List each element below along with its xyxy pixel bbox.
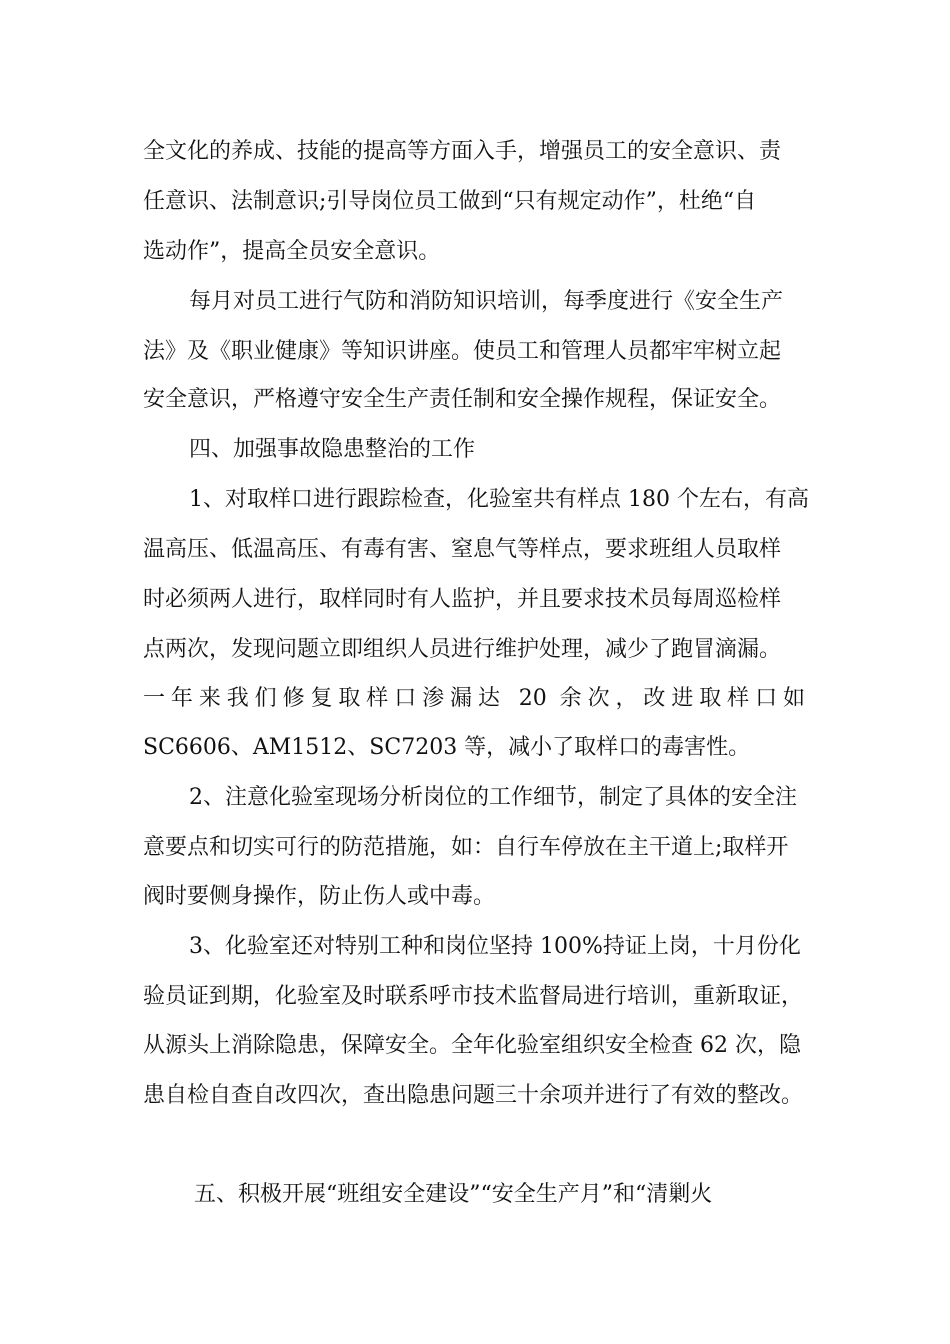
text-line: 法》及《职业健康》等知识讲座。使员工和管理人员都牢牢树立起 (143, 339, 782, 364)
text-line: 任意识、法制意识;引导岗位员工做到“只有规定动作”，杜绝“自 (143, 189, 757, 214)
text-line: 选动作”，提高全员安全意识。 (143, 239, 441, 264)
section-heading: 四、加强事故隐患整治的工作 (189, 437, 476, 462)
text-line: 阀时要侧身操作，防止伤人或中毒。 (143, 884, 496, 909)
text-line: 点两次，发现问题立即组织人员进行维护处理，减少了跑冒滴漏。 (143, 637, 782, 662)
text-line: 意要点和切实可行的防范措施，如：自行车停放在主干道上;取样开 (143, 835, 789, 860)
text-line: 每月对员工进行气防和消防知识培训，每季度进行《安全生产 (189, 289, 784, 314)
text-line: 3、化验室还对特别工种和岗位坚持 100%持证上岗，十月份化 (189, 934, 801, 959)
text-line: 时必须两人进行，取样同时有人监护，并且要求技术员每周巡检样 (143, 587, 782, 612)
text-line: 1、对取样口进行跟踪检查，化验室共有样点 180 个左右，有高 (189, 487, 809, 512)
text-line: 患自检自查自改四次，查出隐患问题三十余项并进行了有效的整改。 (143, 1083, 804, 1108)
text-line: 从源头上消除隐患，保障安全。全年化验室组织安全检查 62 次，隐 (143, 1033, 801, 1058)
text-line: 全文化的养成、技能的提高等方面入手，增强员工的安全意识、责 (143, 139, 782, 164)
text-line: 2、注意化验室现场分析岗位的工作细节，制定了具体的安全注 (189, 785, 797, 810)
text-line: 验员证到期，化验室及时联系呼市技术监督局进行培训，重新取证， (143, 984, 804, 1009)
text-line: 安全意识，严格遵守安全生产责任制和安全操作规程，保证安全。 (143, 387, 782, 412)
text-line: 一年来我们修复取样口渗漏达 20 余次，改进取样口如 (143, 686, 805, 711)
text-line: 温高压、低温高压、有毒有害、窒息气等样点，要求班组人员取样 (143, 537, 782, 562)
text-line: SC6606、AM1512、SC7203 等，减小了取样口的毒害性。 (143, 735, 751, 760)
section-heading: 五、积极开展“班组安全建设”“安全生产月”和“清剿火 (194, 1182, 713, 1207)
